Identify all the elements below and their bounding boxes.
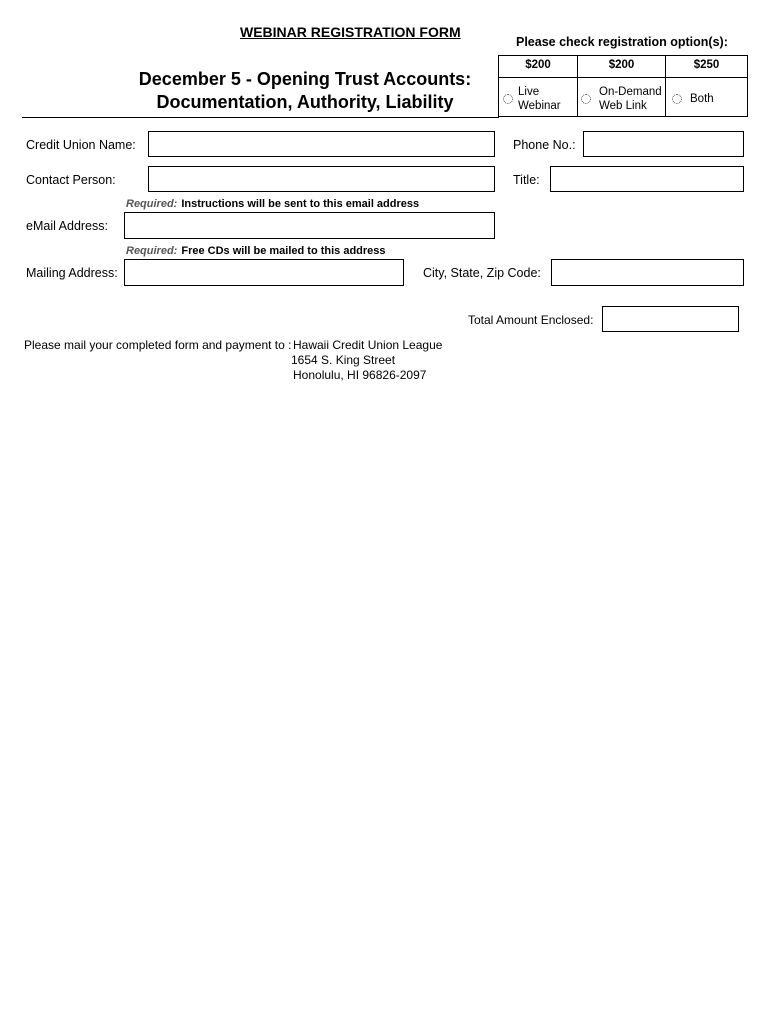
option-ondemand-label-line1: On-Demand (599, 86, 662, 98)
option-both-radio[interactable] (672, 94, 682, 104)
city-state-zip-field[interactable] (551, 259, 744, 286)
option-ondemand-label (599, 85, 662, 113)
total-amount-label: Total Amount Enclosed: (468, 313, 594, 327)
option-live-price: $200 (525, 59, 551, 71)
address-note-text: Free CDs will be mailed to this address (181, 245, 386, 257)
option-ondemand-price: $200 (608, 59, 635, 71)
mailing-address-label: Mailing Address: (26, 266, 118, 280)
option-live-label (518, 85, 561, 113)
option-both-price: $250 (693, 59, 720, 71)
registration-options-label: Please check registration option(s): (516, 35, 728, 49)
option-both-label: Both (690, 93, 714, 105)
contact-person-label: Contact Person: (26, 173, 116, 187)
mail-city: Honolulu, HI 96826-2097 (293, 368, 427, 382)
event-title-line1: December 5 - Opening Trust Accounts: (138, 69, 472, 89)
option-ondemand-label-line2: Web Link (599, 100, 647, 112)
address-required-note (126, 245, 386, 257)
mail-instructions: Please mail your completed form and payment to : (24, 338, 292, 352)
city-state-zip-label: City, State, Zip Code: (423, 266, 541, 280)
phone-field[interactable] (583, 131, 744, 157)
title-label: Title: (513, 173, 540, 187)
option-live-radio[interactable] (503, 94, 513, 104)
required-word: Required: (126, 198, 178, 210)
email-label: eMail Address: (26, 219, 108, 233)
event-title (105, 68, 505, 114)
credit-union-name-label: Credit Union Name: (26, 138, 136, 152)
option-ondemand-radio[interactable] (581, 94, 591, 104)
email-note-text: Instructions will be sent to this email address (181, 198, 420, 210)
mailing-address-field[interactable] (124, 259, 404, 286)
option-live-label-line1: Live (518, 86, 540, 98)
mail-street: 1654 S. King Street (291, 353, 396, 367)
event-title-line2: Documentation, Authority, Liability (156, 92, 454, 112)
email-field[interactable] (124, 212, 495, 239)
form-title: WEBINAR REGISTRATION FORM (240, 24, 461, 40)
header-divider (22, 117, 499, 118)
mail-org: Hawaii Credit Union League (293, 338, 443, 352)
required-word: Required: (126, 245, 178, 257)
registration-options-table (498, 55, 748, 117)
credit-union-name-field[interactable] (148, 131, 495, 157)
option-live-label-line2: Webinar (518, 100, 561, 112)
phone-label: Phone No.: (513, 138, 576, 152)
contact-person-field[interactable] (148, 166, 495, 192)
email-required-note (126, 198, 419, 210)
mailing-address-block (293, 338, 442, 383)
total-amount-field[interactable] (602, 306, 739, 332)
title-field[interactable] (550, 166, 744, 192)
